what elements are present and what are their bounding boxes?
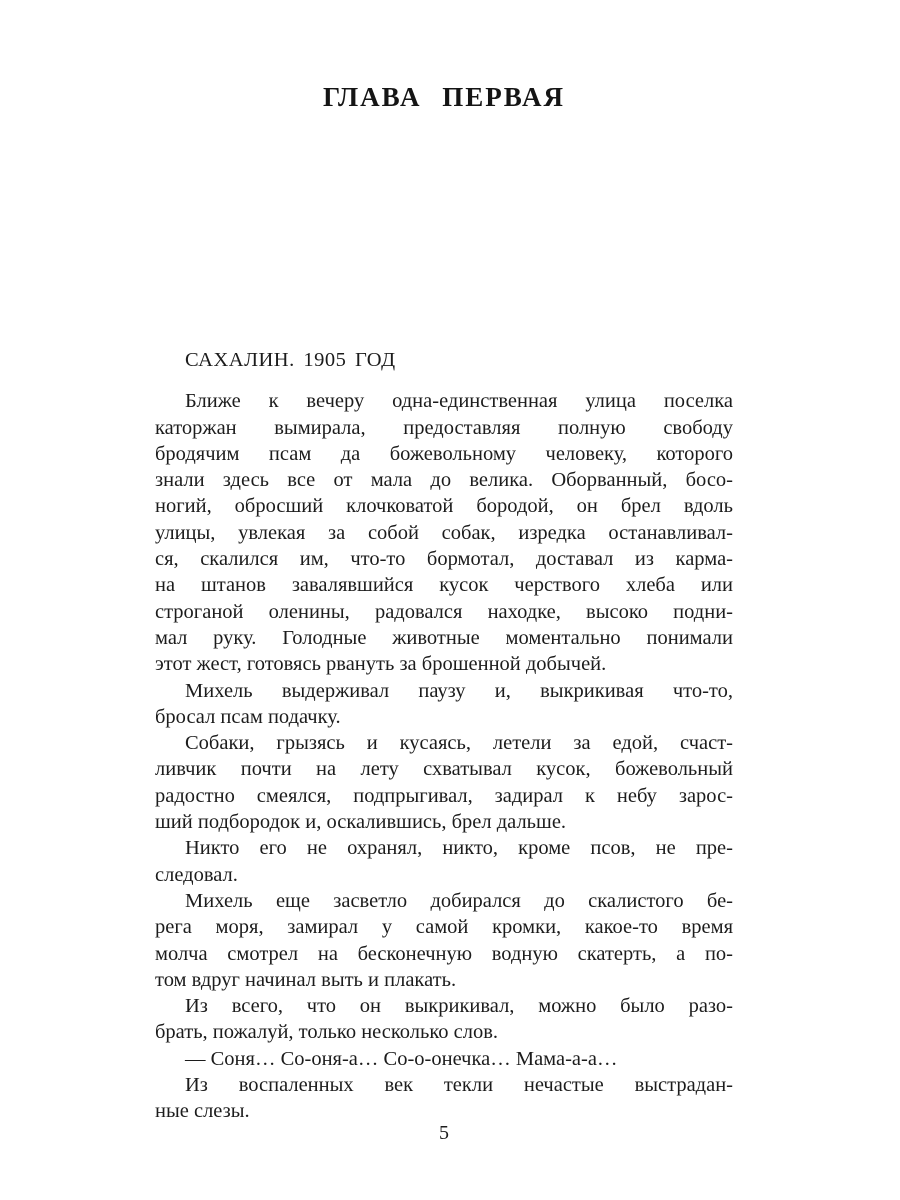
page-number: 5 — [439, 1122, 449, 1144]
chapter-title: ГЛАВА ПЕРВАЯ — [322, 82, 566, 112]
paragraph — [155, 1046, 733, 1072]
text-line: рега моря, замирал у самой кромки, какое-то время — [155, 916, 733, 939]
text-block — [155, 347, 733, 1125]
text-line: ногий, обросший клочковатой бородой, он брел вдоль — [155, 495, 733, 518]
paragraph — [155, 888, 733, 993]
text-line: Из всего, что он выкрикивал, можно было разо- — [185, 995, 733, 1018]
text-line: Ближе к вечеру одна-единственная улица поселка — [185, 390, 733, 413]
paragraph — [155, 835, 733, 888]
text-line: каторжан вымирала, предоставляя полную свободу — [155, 416, 733, 439]
text-line: на штанов завалявшийся кусок черствого хлеба или — [155, 574, 733, 597]
text-line: мал руку. Голодные животные моментально понимали — [155, 626, 733, 649]
text-line: том вдруг начинал выть и плакать. — [155, 968, 457, 991]
text-line: радостно смеялся, подпрыгивал, задирал к небу зарос- — [155, 784, 733, 807]
text-line: бродячим псам да божевольному человеку, которого — [155, 442, 733, 465]
text-line: ся, скалился им, что-то бормотал, доставал из карма- — [155, 548, 733, 571]
text-line: — Соня… Со-оня-а… Со-о-онечка… Мама-а-а… — [185, 1047, 618, 1070]
paragraph — [155, 1072, 733, 1125]
text-line: этот жест, готовясь рвануть за брошенной добычей. — [155, 653, 607, 676]
text-line: знали здесь все от мала до велика. Оборванный, босо- — [155, 469, 733, 492]
text-line: ливчик почти на лету схватывал кусок, божевольный — [155, 758, 733, 781]
text-line: Михель выдерживал паузу и, выкрикивая что-то, — [185, 679, 733, 702]
section-heading: САХАЛИН. 1905 ГОД — [185, 349, 396, 371]
text-line: брать, пожалуй, только несколько слов. — [155, 1021, 499, 1044]
text-line: Михель еще засветло добирался до скалистого бе- — [185, 889, 733, 912]
text-line: бросал псам подачку. — [155, 705, 341, 728]
paragraph — [155, 993, 733, 1046]
text-line: Никто его не охранял, никто, кроме псов, не пре- — [185, 837, 733, 860]
text-line: Из воспаленных век текли нечастые выстрадан- — [185, 1074, 733, 1097]
paragraph — [155, 388, 733, 677]
text-line: улицы, увлекая за собой собак, изредка останавливал- — [155, 521, 733, 544]
paragraph — [155, 730, 733, 835]
text-line: ший подбородок и, оскалившись, брел дальше. — [155, 811, 567, 834]
body-paragraphs — [155, 388, 733, 1124]
text-line: Собаки, грызясь и кусаясь, летели за едой, счаст- — [185, 732, 733, 755]
paragraph — [155, 678, 733, 731]
text-line: молча смотрел на бесконечную водную скатерть, а по- — [155, 942, 733, 965]
text-line: следовал. — [155, 863, 238, 886]
text-line: строганой оленины, радовался находке, высоко подни- — [155, 600, 733, 623]
text-line: ные слезы. — [155, 1100, 250, 1123]
